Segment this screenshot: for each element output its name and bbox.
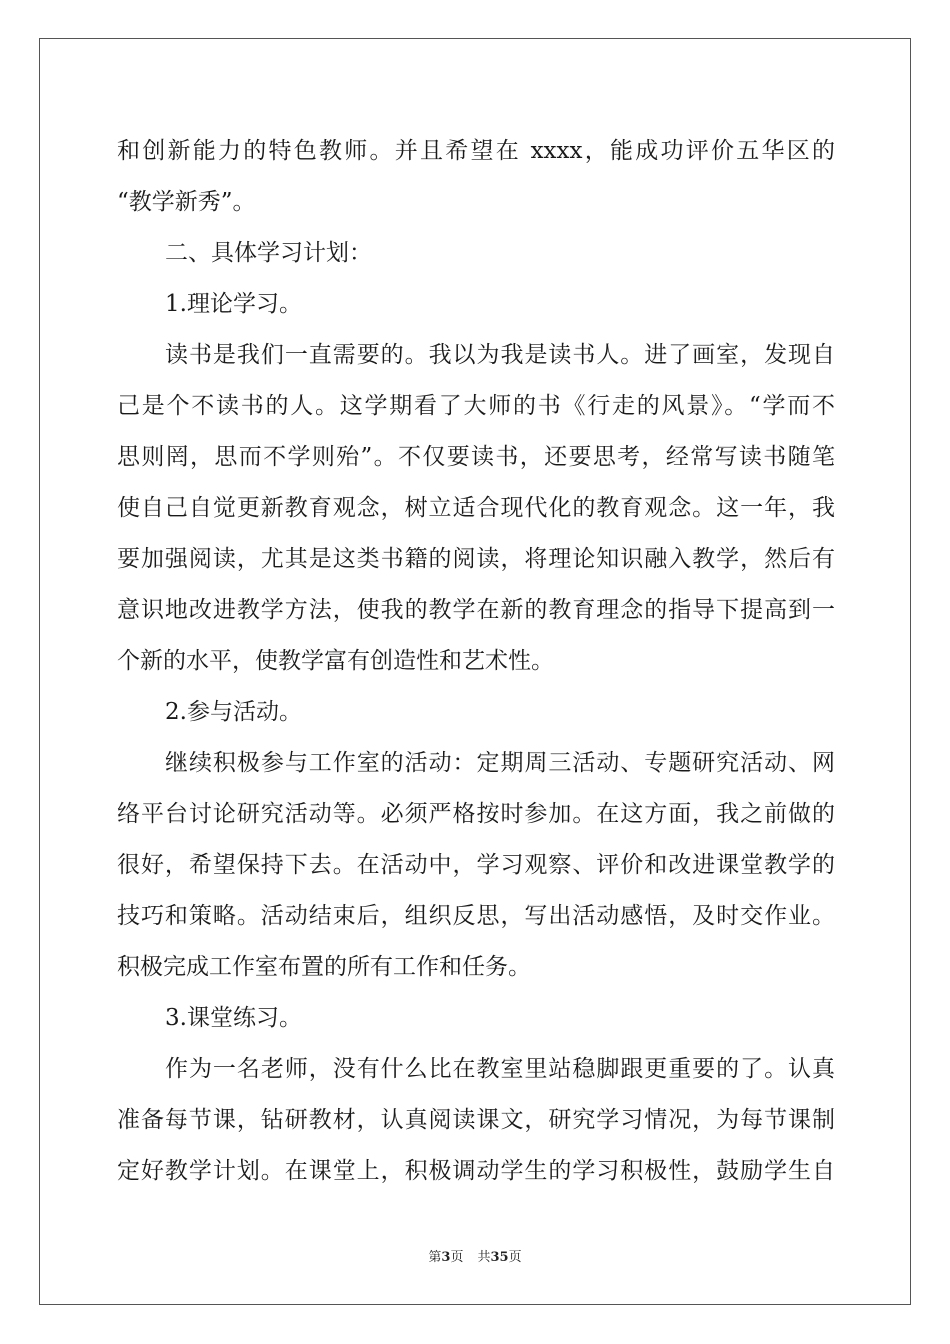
text-line: 定好教学计划。在课堂上，积极调动学生的学习积极性，鼓励学生自 (117, 1158, 835, 1184)
footer-page-number: 3 (441, 1250, 451, 1265)
text-line: 意识地改进教学方法，使我的教学在新的教育理念的指导下提高到一 (117, 597, 835, 623)
text-line: 作为一名老师，没有什么比在教室里站稳脚跟更重要的了。认真 (165, 1056, 835, 1082)
text-line: 技巧和策略。活动结束后，组织反思，写出活动感悟，及时交作业。 (117, 903, 835, 929)
section-heading (117, 279, 835, 330)
text-line: 个新的水平，使教学富有创造性和艺术性。 (117, 648, 554, 674)
text-line: 络平台讨论研究活动等。必须严格按时参加。在这方面，我之前做的 (117, 801, 835, 827)
section-heading (117, 993, 835, 1044)
text-line: 思则罔，思而不学则殆”。不仅要读书，还要思考，经常写读书随笔 (117, 444, 835, 470)
paragraph (117, 738, 835, 993)
text-line: 积极完成工作室布置的所有工作和任务。 (117, 954, 531, 980)
footer-total-prefix: 共 (477, 1250, 491, 1265)
text-line: 和创新能力的特色教师。并且希望在 xxxx，能成功评价五华区的 (117, 138, 835, 164)
text-line: 3.课堂练习。 (165, 1005, 302, 1031)
section-heading (117, 228, 835, 279)
text-line: 很好，希望保持下去。在活动中，学习观察、评价和改进课堂教学的 (117, 852, 835, 878)
text-line: 2.参与活动。 (165, 699, 302, 725)
paragraph (117, 126, 835, 228)
text-line: 要加强阅读，尤其是这类书籍的阅读，将理论知识融入教学，然后有 (117, 546, 835, 572)
text-line: 继续积极参与工作室的活动：定期周三活动、专题研究活动、网 (165, 750, 835, 776)
text-line: 准备每节课，钻研教材，认真阅读课文，研究学习情况，为每节课制 (117, 1107, 835, 1133)
text-line: 己是个不读书的人。这学期看了大师的书《行走的风景》。“学而不 (117, 393, 835, 419)
text-line: 读书是我们一直需要的。我以为我是读书人。进了画室，发现自 (165, 342, 835, 368)
section-heading (117, 687, 835, 738)
footer-total-number: 35 (490, 1250, 509, 1265)
document-body (117, 126, 835, 1197)
page-footer (0, 1246, 950, 1265)
footer-page-prefix: 第 (428, 1250, 442, 1265)
text-line: “教学新秀”。 (117, 189, 256, 215)
paragraph (117, 1044, 835, 1197)
text-line: 1.理论学习。 (165, 291, 302, 317)
text-line: 二、具体学习计划： (165, 240, 372, 266)
paragraph (117, 330, 835, 687)
footer-page-suffix: 页 (450, 1250, 464, 1265)
text-line: 使自己自觉更新教育观念，树立适合现代化的教育观念。这一年，我 (117, 495, 835, 521)
footer-total-suffix: 页 (508, 1250, 522, 1265)
